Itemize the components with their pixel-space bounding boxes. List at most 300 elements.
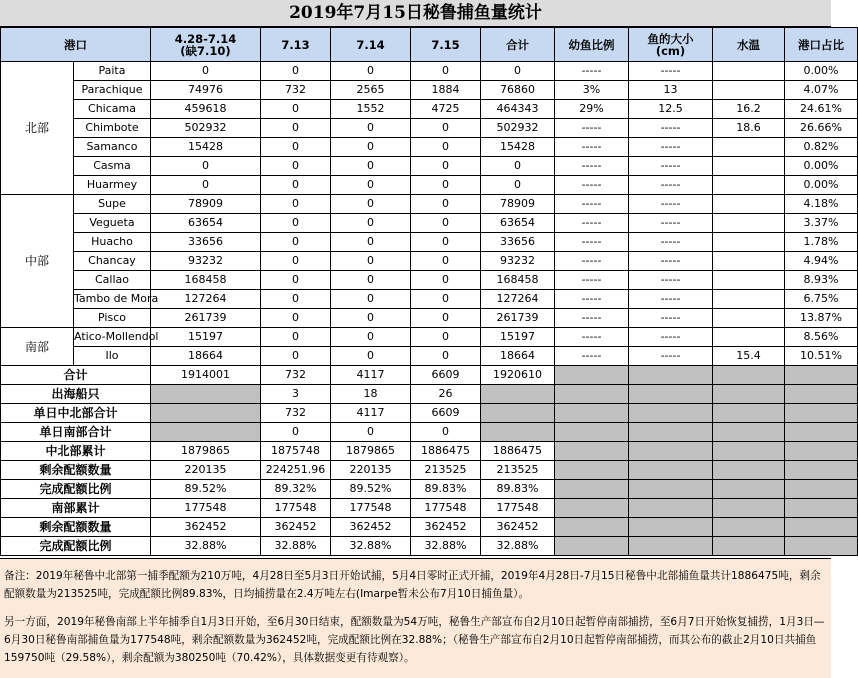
summary-label: 剩余配额数量 bbox=[1, 518, 151, 537]
table-row bbox=[1, 176, 858, 195]
summary-cell: 220135 bbox=[331, 461, 411, 480]
data-cell: 127264 bbox=[151, 290, 261, 309]
data-cell: 13.87% bbox=[785, 309, 858, 328]
data-cell: 63654 bbox=[481, 214, 555, 233]
data-cell: 168458 bbox=[481, 271, 555, 290]
data-cell: ----- bbox=[555, 252, 629, 271]
data-cell: ----- bbox=[555, 328, 629, 347]
summary-cell: 89.83% bbox=[481, 480, 555, 499]
data-cell bbox=[713, 290, 785, 309]
empty-cell bbox=[555, 442, 629, 461]
data-cell: 15.4 bbox=[713, 347, 785, 366]
data-cell: ----- bbox=[629, 214, 713, 233]
summary-cell: 6609 bbox=[411, 404, 481, 423]
empty-cell bbox=[713, 499, 785, 518]
summary-cell: 177548 bbox=[261, 499, 331, 518]
port-name: Chicama bbox=[74, 100, 151, 119]
data-cell bbox=[713, 81, 785, 100]
data-cell: 0 bbox=[261, 176, 331, 195]
data-cell: 0 bbox=[331, 214, 411, 233]
summary-label: 单日中北部合计 bbox=[1, 404, 151, 423]
data-cell: ----- bbox=[629, 233, 713, 252]
column-header: 4.28-7.14 (缺7.10) bbox=[151, 28, 261, 62]
data-cell: 0 bbox=[261, 214, 331, 233]
summary-cell: 89.52% bbox=[331, 480, 411, 499]
empty-cell bbox=[785, 423, 858, 442]
data-cell: 0 bbox=[331, 328, 411, 347]
data-cell: 0 bbox=[261, 119, 331, 138]
summary-cell: 732 bbox=[261, 404, 331, 423]
note-north: 备注：2019年秘鲁中北部第一捕季配额为210万吨，4月28日至5月3日开始试捕，5月4日零时正式开捕，2019年4月28日-7月15日秘鲁中北部捕鱼量共计1886475吨，剩余配额数量为213525吨，完成配额比例89.83%，日均捕捞量在2.4万吨左右(Imarpe暂未公布7月10日捕鱼量）。 bbox=[4, 570, 821, 600]
data-cell: 4.94% bbox=[785, 252, 858, 271]
data-cell: ----- bbox=[629, 195, 713, 214]
table-row bbox=[1, 100, 858, 119]
table-row bbox=[1, 233, 858, 252]
data-cell: 16.2 bbox=[713, 100, 785, 119]
empty-cell bbox=[785, 385, 858, 404]
data-cell: ----- bbox=[555, 119, 629, 138]
data-cell bbox=[713, 233, 785, 252]
data-cell: 0 bbox=[331, 271, 411, 290]
summary-cell: 32.88% bbox=[481, 537, 555, 556]
summary-row bbox=[1, 461, 858, 480]
data-cell: ----- bbox=[629, 309, 713, 328]
summary-label: 中北部累计 bbox=[1, 442, 151, 461]
summary-cell: 732 bbox=[261, 366, 331, 385]
column-header: 合计 bbox=[481, 28, 555, 62]
data-cell: 4725 bbox=[411, 100, 481, 119]
empty-cell bbox=[629, 518, 713, 537]
column-header: 港口占比 bbox=[785, 28, 858, 62]
data-cell: 15428 bbox=[481, 138, 555, 157]
data-cell: 3% bbox=[555, 81, 629, 100]
data-cell bbox=[713, 328, 785, 347]
data-cell: 63654 bbox=[151, 214, 261, 233]
data-cell: 0 bbox=[481, 157, 555, 176]
data-cell: 0 bbox=[261, 62, 331, 81]
data-cell: 15197 bbox=[481, 328, 555, 347]
region-label: 中部 bbox=[1, 195, 74, 328]
data-cell: 0 bbox=[151, 176, 261, 195]
data-cell: 0 bbox=[331, 195, 411, 214]
column-header: 幼鱼比例 bbox=[555, 28, 629, 62]
port-name: Huarmey bbox=[74, 176, 151, 195]
empty-cell bbox=[555, 480, 629, 499]
empty-cell bbox=[785, 404, 858, 423]
table-row bbox=[1, 347, 858, 366]
data-cell: 0.82% bbox=[785, 138, 858, 157]
data-cell bbox=[713, 176, 785, 195]
summary-cell: 89.52% bbox=[151, 480, 261, 499]
data-cell: 0.00% bbox=[785, 157, 858, 176]
data-cell: 0 bbox=[261, 157, 331, 176]
data-cell: ----- bbox=[555, 214, 629, 233]
data-cell: 0 bbox=[151, 157, 261, 176]
data-cell: 0 bbox=[411, 214, 481, 233]
summary-cell: 32.88% bbox=[331, 537, 411, 556]
empty-cell bbox=[629, 404, 713, 423]
data-cell: 76860 bbox=[481, 81, 555, 100]
data-cell: 0 bbox=[411, 62, 481, 81]
summary-cell: 362452 bbox=[151, 518, 261, 537]
data-cell: ----- bbox=[555, 233, 629, 252]
catch-table bbox=[0, 27, 858, 556]
summary-cell: 89.32% bbox=[261, 480, 331, 499]
data-cell: ----- bbox=[555, 309, 629, 328]
summary-cell: 3 bbox=[261, 385, 331, 404]
table-row bbox=[1, 290, 858, 309]
data-cell: 0 bbox=[261, 195, 331, 214]
data-cell: 0 bbox=[411, 328, 481, 347]
column-header: 7.15 bbox=[411, 28, 481, 62]
empty-cell bbox=[785, 537, 858, 556]
data-cell: 0 bbox=[261, 252, 331, 271]
data-cell: 0 bbox=[261, 271, 331, 290]
summary-cell bbox=[481, 385, 555, 404]
summary-label: 合计 bbox=[1, 366, 151, 385]
summary-label: 南部累计 bbox=[1, 499, 151, 518]
data-cell: 0 bbox=[411, 157, 481, 176]
empty-cell bbox=[555, 461, 629, 480]
data-cell: 0 bbox=[331, 252, 411, 271]
column-header: 水温 bbox=[713, 28, 785, 62]
data-cell: 0 bbox=[331, 233, 411, 252]
port-name: Casma bbox=[74, 157, 151, 176]
port-name: Pisco bbox=[74, 309, 151, 328]
table-row bbox=[1, 81, 858, 100]
empty-cell bbox=[713, 442, 785, 461]
data-cell: 18664 bbox=[151, 347, 261, 366]
port-name: Parachique bbox=[74, 81, 151, 100]
data-cell: 168458 bbox=[151, 271, 261, 290]
empty-cell bbox=[629, 461, 713, 480]
data-cell bbox=[713, 252, 785, 271]
data-cell: 0 bbox=[261, 290, 331, 309]
data-cell: 4.18% bbox=[785, 195, 858, 214]
summary-cell: 32.88% bbox=[151, 537, 261, 556]
empty-cell bbox=[555, 404, 629, 423]
data-cell: 0 bbox=[261, 138, 331, 157]
region-label: 北部 bbox=[1, 62, 74, 195]
data-cell: ----- bbox=[629, 328, 713, 347]
summary-row bbox=[1, 423, 858, 442]
empty-cell bbox=[629, 423, 713, 442]
table-row bbox=[1, 138, 858, 157]
summary-cell: 1886475 bbox=[481, 442, 555, 461]
table-row bbox=[1, 328, 858, 347]
summary-cell: 213525 bbox=[411, 461, 481, 480]
empty-cell bbox=[629, 537, 713, 556]
data-cell: ----- bbox=[555, 157, 629, 176]
summary-label: 单日南部合计 bbox=[1, 423, 151, 442]
data-cell: 459618 bbox=[151, 100, 261, 119]
data-cell: ----- bbox=[629, 119, 713, 138]
table-row bbox=[1, 157, 858, 176]
data-cell: 1.78% bbox=[785, 233, 858, 252]
column-header: 7.14 bbox=[331, 28, 411, 62]
data-cell: 3.37% bbox=[785, 214, 858, 233]
summary-row bbox=[1, 366, 858, 385]
port-name: Huacho bbox=[74, 233, 151, 252]
summary-cell bbox=[151, 404, 261, 423]
table-row bbox=[1, 214, 858, 233]
data-cell: 0 bbox=[411, 290, 481, 309]
data-cell: 0 bbox=[331, 119, 411, 138]
data-cell: 0 bbox=[481, 62, 555, 81]
table-row bbox=[1, 252, 858, 271]
summary-cell: 0 bbox=[331, 423, 411, 442]
data-cell: 0 bbox=[411, 347, 481, 366]
table-row bbox=[1, 271, 858, 290]
empty-cell bbox=[713, 480, 785, 499]
data-cell bbox=[713, 62, 785, 81]
data-cell: 78909 bbox=[481, 195, 555, 214]
empty-cell bbox=[629, 442, 713, 461]
notes-panel bbox=[0, 558, 831, 678]
port-name: Callao bbox=[74, 271, 151, 290]
empty-cell bbox=[629, 385, 713, 404]
summary-cell: 1875748 bbox=[261, 442, 331, 461]
page-title: 2019年7月15日秘鲁捕鱼量统计 bbox=[0, 0, 831, 27]
data-cell: 0 bbox=[261, 100, 331, 119]
column-header: 港口 bbox=[1, 28, 151, 62]
summary-cell bbox=[481, 404, 555, 423]
empty-cell bbox=[785, 480, 858, 499]
summary-cell: 362452 bbox=[331, 518, 411, 537]
summary-row bbox=[1, 404, 858, 423]
data-cell: ----- bbox=[555, 138, 629, 157]
summary-cell: 89.83% bbox=[411, 480, 481, 499]
empty-cell bbox=[713, 537, 785, 556]
data-cell: 18.6 bbox=[713, 119, 785, 138]
header-row bbox=[1, 28, 858, 62]
summary-cell: 177548 bbox=[411, 499, 481, 518]
summary-label: 剩余配额数量 bbox=[1, 461, 151, 480]
summary-cell: 177548 bbox=[331, 499, 411, 518]
data-cell: 0 bbox=[411, 119, 481, 138]
empty-cell bbox=[785, 499, 858, 518]
summary-row bbox=[1, 499, 858, 518]
summary-cell: 177548 bbox=[481, 499, 555, 518]
data-cell: 0 bbox=[331, 157, 411, 176]
data-cell: ----- bbox=[555, 271, 629, 290]
data-cell: 0 bbox=[411, 233, 481, 252]
data-cell bbox=[713, 138, 785, 157]
port-name: Atico-Mollendol bbox=[74, 328, 151, 347]
data-cell: ----- bbox=[555, 290, 629, 309]
empty-cell bbox=[629, 366, 713, 385]
empty-cell bbox=[713, 423, 785, 442]
data-cell: 0 bbox=[411, 309, 481, 328]
empty-cell bbox=[713, 461, 785, 480]
summary-cell: 1879865 bbox=[331, 442, 411, 461]
data-cell: 0 bbox=[481, 176, 555, 195]
data-cell: 4.07% bbox=[785, 81, 858, 100]
empty-cell bbox=[713, 366, 785, 385]
data-cell: 1552 bbox=[331, 100, 411, 119]
data-cell: 18664 bbox=[481, 347, 555, 366]
summary-cell bbox=[481, 423, 555, 442]
data-cell: 74976 bbox=[151, 81, 261, 100]
empty-cell bbox=[555, 518, 629, 537]
data-cell: 0 bbox=[411, 195, 481, 214]
empty-cell bbox=[713, 385, 785, 404]
data-cell: 0 bbox=[261, 328, 331, 347]
data-cell: 2565 bbox=[331, 81, 411, 100]
data-cell: 1884 bbox=[411, 81, 481, 100]
data-cell: 29% bbox=[555, 100, 629, 119]
summary-row bbox=[1, 385, 858, 404]
summary-cell bbox=[151, 385, 261, 404]
summary-cell: 362452 bbox=[481, 518, 555, 537]
data-cell: 0 bbox=[151, 62, 261, 81]
data-cell: 0 bbox=[261, 233, 331, 252]
table-row bbox=[1, 62, 858, 81]
data-cell bbox=[713, 157, 785, 176]
empty-cell bbox=[785, 518, 858, 537]
data-cell: ----- bbox=[629, 347, 713, 366]
data-cell: 0.00% bbox=[785, 176, 858, 195]
data-cell: 0 bbox=[331, 138, 411, 157]
table-row bbox=[1, 195, 858, 214]
summary-row bbox=[1, 537, 858, 556]
data-cell: 6.75% bbox=[785, 290, 858, 309]
summary-cell: 1920610 bbox=[481, 366, 555, 385]
data-cell: 10.51% bbox=[785, 347, 858, 366]
data-cell: 8.56% bbox=[785, 328, 858, 347]
data-cell: ----- bbox=[555, 176, 629, 195]
summary-cell: 220135 bbox=[151, 461, 261, 480]
data-cell: 78909 bbox=[151, 195, 261, 214]
data-cell: ----- bbox=[629, 157, 713, 176]
summary-label: 完成配额比例 bbox=[1, 537, 151, 556]
data-cell: ----- bbox=[555, 347, 629, 366]
data-cell bbox=[713, 214, 785, 233]
summary-cell: 224251.96 bbox=[261, 461, 331, 480]
data-cell: 93232 bbox=[151, 252, 261, 271]
data-cell: 33656 bbox=[481, 233, 555, 252]
summary-cell: 4117 bbox=[331, 404, 411, 423]
table-row bbox=[1, 119, 858, 138]
data-cell: ----- bbox=[555, 62, 629, 81]
data-cell: 12.5 bbox=[629, 100, 713, 119]
data-cell: 15197 bbox=[151, 328, 261, 347]
summary-cell: 1879865 bbox=[151, 442, 261, 461]
data-cell: 15428 bbox=[151, 138, 261, 157]
summary-label: 出海船只 bbox=[1, 385, 151, 404]
summary-cell: 362452 bbox=[261, 518, 331, 537]
summary-row bbox=[1, 480, 858, 499]
summary-cell: 32.88% bbox=[411, 537, 481, 556]
summary-cell: 26 bbox=[411, 385, 481, 404]
data-cell: 0 bbox=[331, 347, 411, 366]
data-cell: ----- bbox=[629, 138, 713, 157]
empty-cell bbox=[555, 537, 629, 556]
table-row bbox=[1, 309, 858, 328]
data-cell: 0 bbox=[411, 252, 481, 271]
empty-cell bbox=[555, 385, 629, 404]
data-cell: 0 bbox=[411, 176, 481, 195]
data-cell: 26.66% bbox=[785, 119, 858, 138]
data-cell: 0 bbox=[331, 290, 411, 309]
port-name: Samanco bbox=[74, 138, 151, 157]
port-name: Chancay bbox=[74, 252, 151, 271]
port-name: Ilo bbox=[74, 347, 151, 366]
summary-cell: 32.88% bbox=[261, 537, 331, 556]
summary-cell: 0 bbox=[411, 423, 481, 442]
empty-cell bbox=[555, 499, 629, 518]
data-cell: ----- bbox=[629, 290, 713, 309]
data-cell: ----- bbox=[629, 271, 713, 290]
column-header: 鱼的大小 (cm) bbox=[629, 28, 713, 62]
data-cell: 464343 bbox=[481, 100, 555, 119]
data-cell: 33656 bbox=[151, 233, 261, 252]
data-cell: ----- bbox=[555, 195, 629, 214]
summary-row bbox=[1, 518, 858, 537]
data-cell: 502932 bbox=[481, 119, 555, 138]
data-cell: 502932 bbox=[151, 119, 261, 138]
summary-row bbox=[1, 442, 858, 461]
summary-cell: 213525 bbox=[481, 461, 555, 480]
data-cell: 0 bbox=[411, 138, 481, 157]
summary-cell bbox=[151, 423, 261, 442]
empty-cell bbox=[713, 404, 785, 423]
summary-cell: 1886475 bbox=[411, 442, 481, 461]
data-cell: 732 bbox=[261, 81, 331, 100]
data-cell: 8.93% bbox=[785, 271, 858, 290]
port-name: Supe bbox=[74, 195, 151, 214]
empty-cell bbox=[785, 442, 858, 461]
port-name: Vegueta bbox=[74, 214, 151, 233]
empty-cell bbox=[713, 518, 785, 537]
port-name: Tambo de Mora bbox=[74, 290, 151, 309]
empty-cell bbox=[629, 480, 713, 499]
empty-cell bbox=[785, 366, 858, 385]
data-cell bbox=[713, 271, 785, 290]
column-header: 7.13 bbox=[261, 28, 331, 62]
data-cell: 0 bbox=[331, 309, 411, 328]
port-name: Chimbote bbox=[74, 119, 151, 138]
data-cell: 0 bbox=[331, 176, 411, 195]
summary-label: 完成配额比例 bbox=[1, 480, 151, 499]
empty-cell bbox=[555, 366, 629, 385]
port-name: Paita bbox=[74, 62, 151, 81]
region-label: 南部 bbox=[1, 328, 74, 366]
summary-cell: 18 bbox=[331, 385, 411, 404]
data-cell: 93232 bbox=[481, 252, 555, 271]
data-cell: 127264 bbox=[481, 290, 555, 309]
data-cell: 0 bbox=[261, 309, 331, 328]
data-cell bbox=[713, 309, 785, 328]
summary-cell: 1914001 bbox=[151, 366, 261, 385]
data-cell: ----- bbox=[629, 62, 713, 81]
empty-cell bbox=[785, 461, 858, 480]
summary-cell: 4117 bbox=[331, 366, 411, 385]
summary-cell: 0 bbox=[261, 423, 331, 442]
data-cell: 0 bbox=[261, 347, 331, 366]
empty-cell bbox=[555, 423, 629, 442]
summary-cell: 6609 bbox=[411, 366, 481, 385]
note-south: 另一方面，2019年秘鲁南部上半年捕季自1月3日开始，至6月30日结束，配额数量为54万吨，秘鲁生产部宣布自2月10日起暂停南部捕捞，至6月7日开始恢复捕捞，1月3日—6月30日秘鲁南部捕鱼量为177548吨，剩余配额数量为362452吨，完成配额比例在32.88%；（秘鲁生产部宣布自2月10日起暂停南部捕捞，而其公布的截止2月10日共捕鱼159750吨（29.58%），剩余配额为380250吨（70.42%），具体数据变更有待观察）。 bbox=[4, 616, 825, 664]
summary-cell: 177548 bbox=[151, 499, 261, 518]
data-cell bbox=[713, 195, 785, 214]
data-cell: 0.00% bbox=[785, 62, 858, 81]
data-cell: 0 bbox=[411, 271, 481, 290]
data-cell: 261739 bbox=[481, 309, 555, 328]
data-cell: 13 bbox=[629, 81, 713, 100]
summary-cell: 362452 bbox=[411, 518, 481, 537]
data-cell: 0 bbox=[331, 62, 411, 81]
